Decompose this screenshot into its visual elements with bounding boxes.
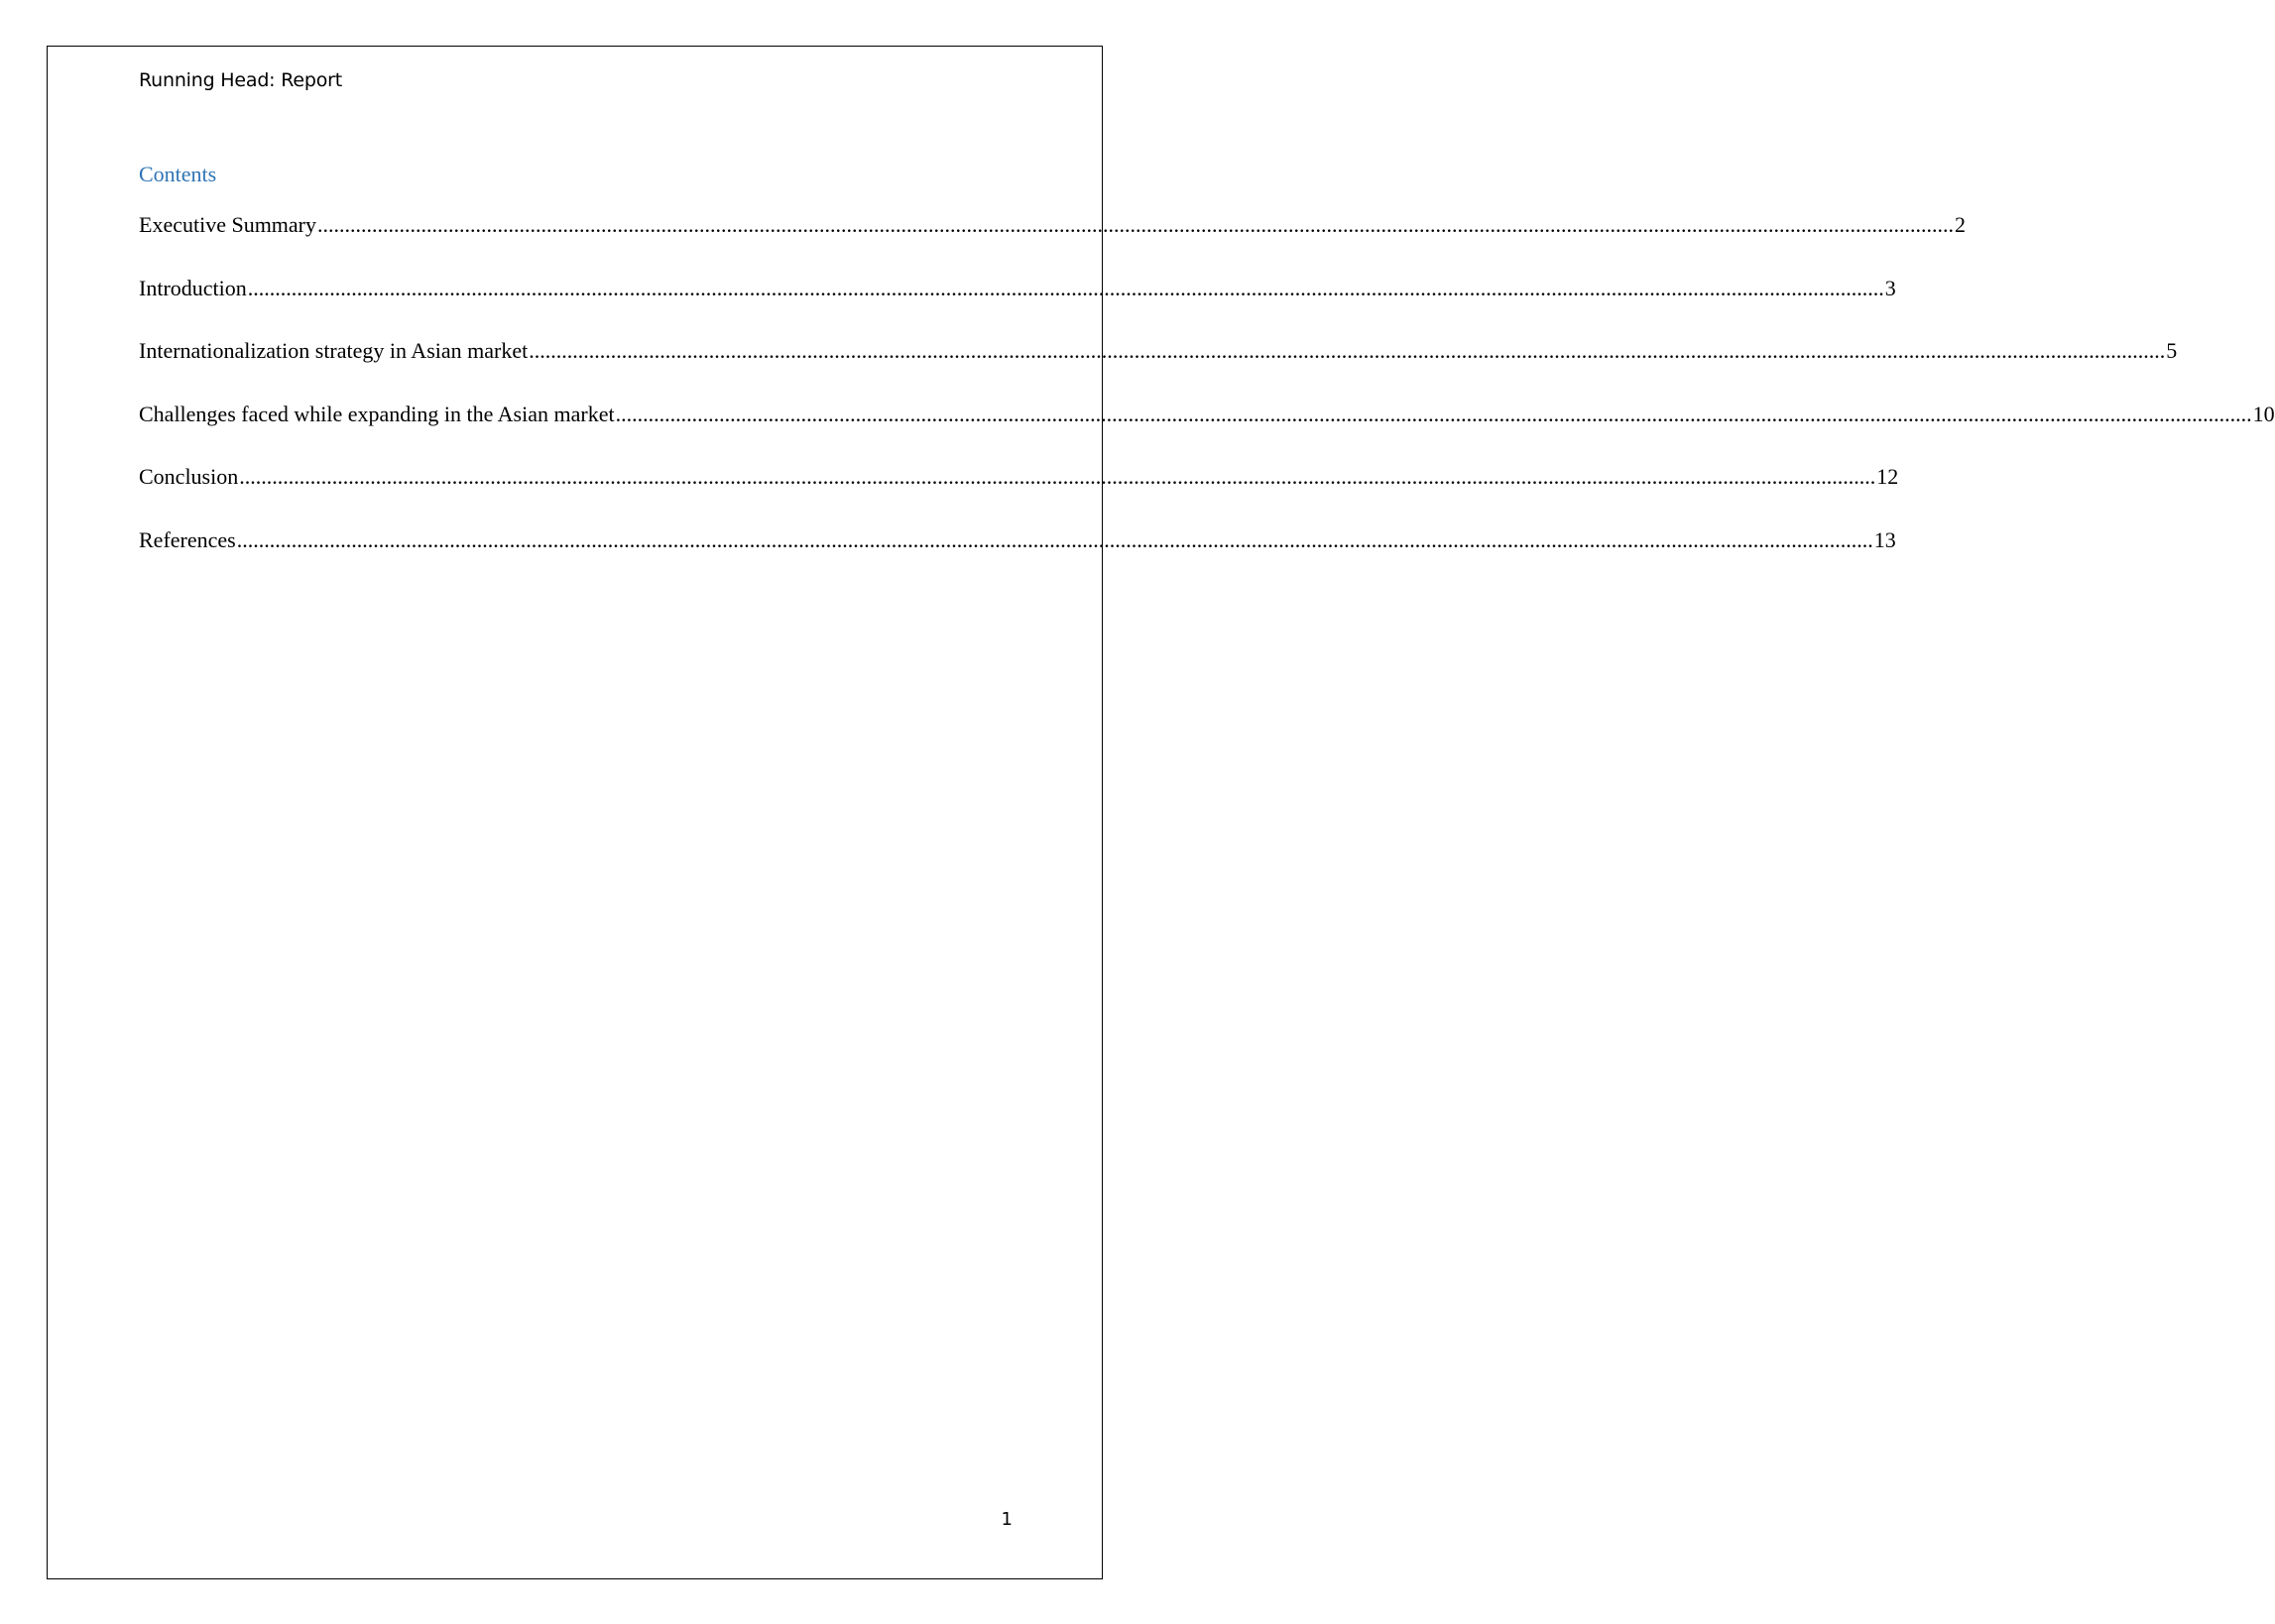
toc-entry-title: Introduction — [139, 275, 247, 300]
toc-dot-leader: ............................................................................................................................................................................................................................................................................................................ — [317, 212, 1955, 237]
toc-entry-references[interactable] — [139, 526, 1896, 591]
toc-entry-conclusion[interactable] — [139, 464, 1899, 527]
toc-dot-leader: ............................................................................................................................................................................................................................................................................................................ — [239, 464, 1876, 490]
toc-entry-page: 5 — [2166, 338, 2178, 364]
running-head: Running Head: Report — [139, 69, 343, 91]
toc-dot-leader: ............................................................................................................................................................................................................................................................................................................ — [529, 338, 2166, 364]
toc-entry-page: 13 — [1873, 526, 1896, 552]
toc-entry-page: 2 — [1955, 212, 1967, 237]
toc-dot-leader: ............................................................................................................................................................................................................................................................................................................ — [615, 401, 2252, 426]
table-of-contents — [139, 212, 2275, 591]
toc-entry-internationalization-strategy[interactable] — [139, 338, 2178, 402]
toc-dot-leader: ............................................................................................................................................................................................................................................................................................................ — [236, 526, 1873, 552]
toc-entry-title: Executive Summary — [139, 212, 317, 237]
toc-entry-title: Challenges faced while expanding in the Asian market — [139, 401, 615, 426]
toc-entry-executive-summary[interactable] — [139, 212, 1967, 276]
toc-entry-title: References — [139, 526, 236, 552]
toc-entry-challenges[interactable] — [139, 401, 2275, 465]
toc-dot-leader: ............................................................................................................................................................................................................................................................................................................ — [247, 275, 1884, 300]
toc-entry-page: 3 — [1884, 275, 1896, 300]
toc-entry-title: Conclusion — [139, 464, 239, 490]
toc-entry-page: 12 — [1876, 464, 1899, 490]
toc-entry-page: 10 — [2252, 401, 2275, 426]
toc-entry-title: Internationalization strategy in Asian market — [139, 338, 529, 364]
toc-heading: Contents — [139, 162, 217, 186]
toc-entry-introduction[interactable] — [139, 275, 1896, 339]
page-number: 1 — [1001, 1509, 1013, 1530]
